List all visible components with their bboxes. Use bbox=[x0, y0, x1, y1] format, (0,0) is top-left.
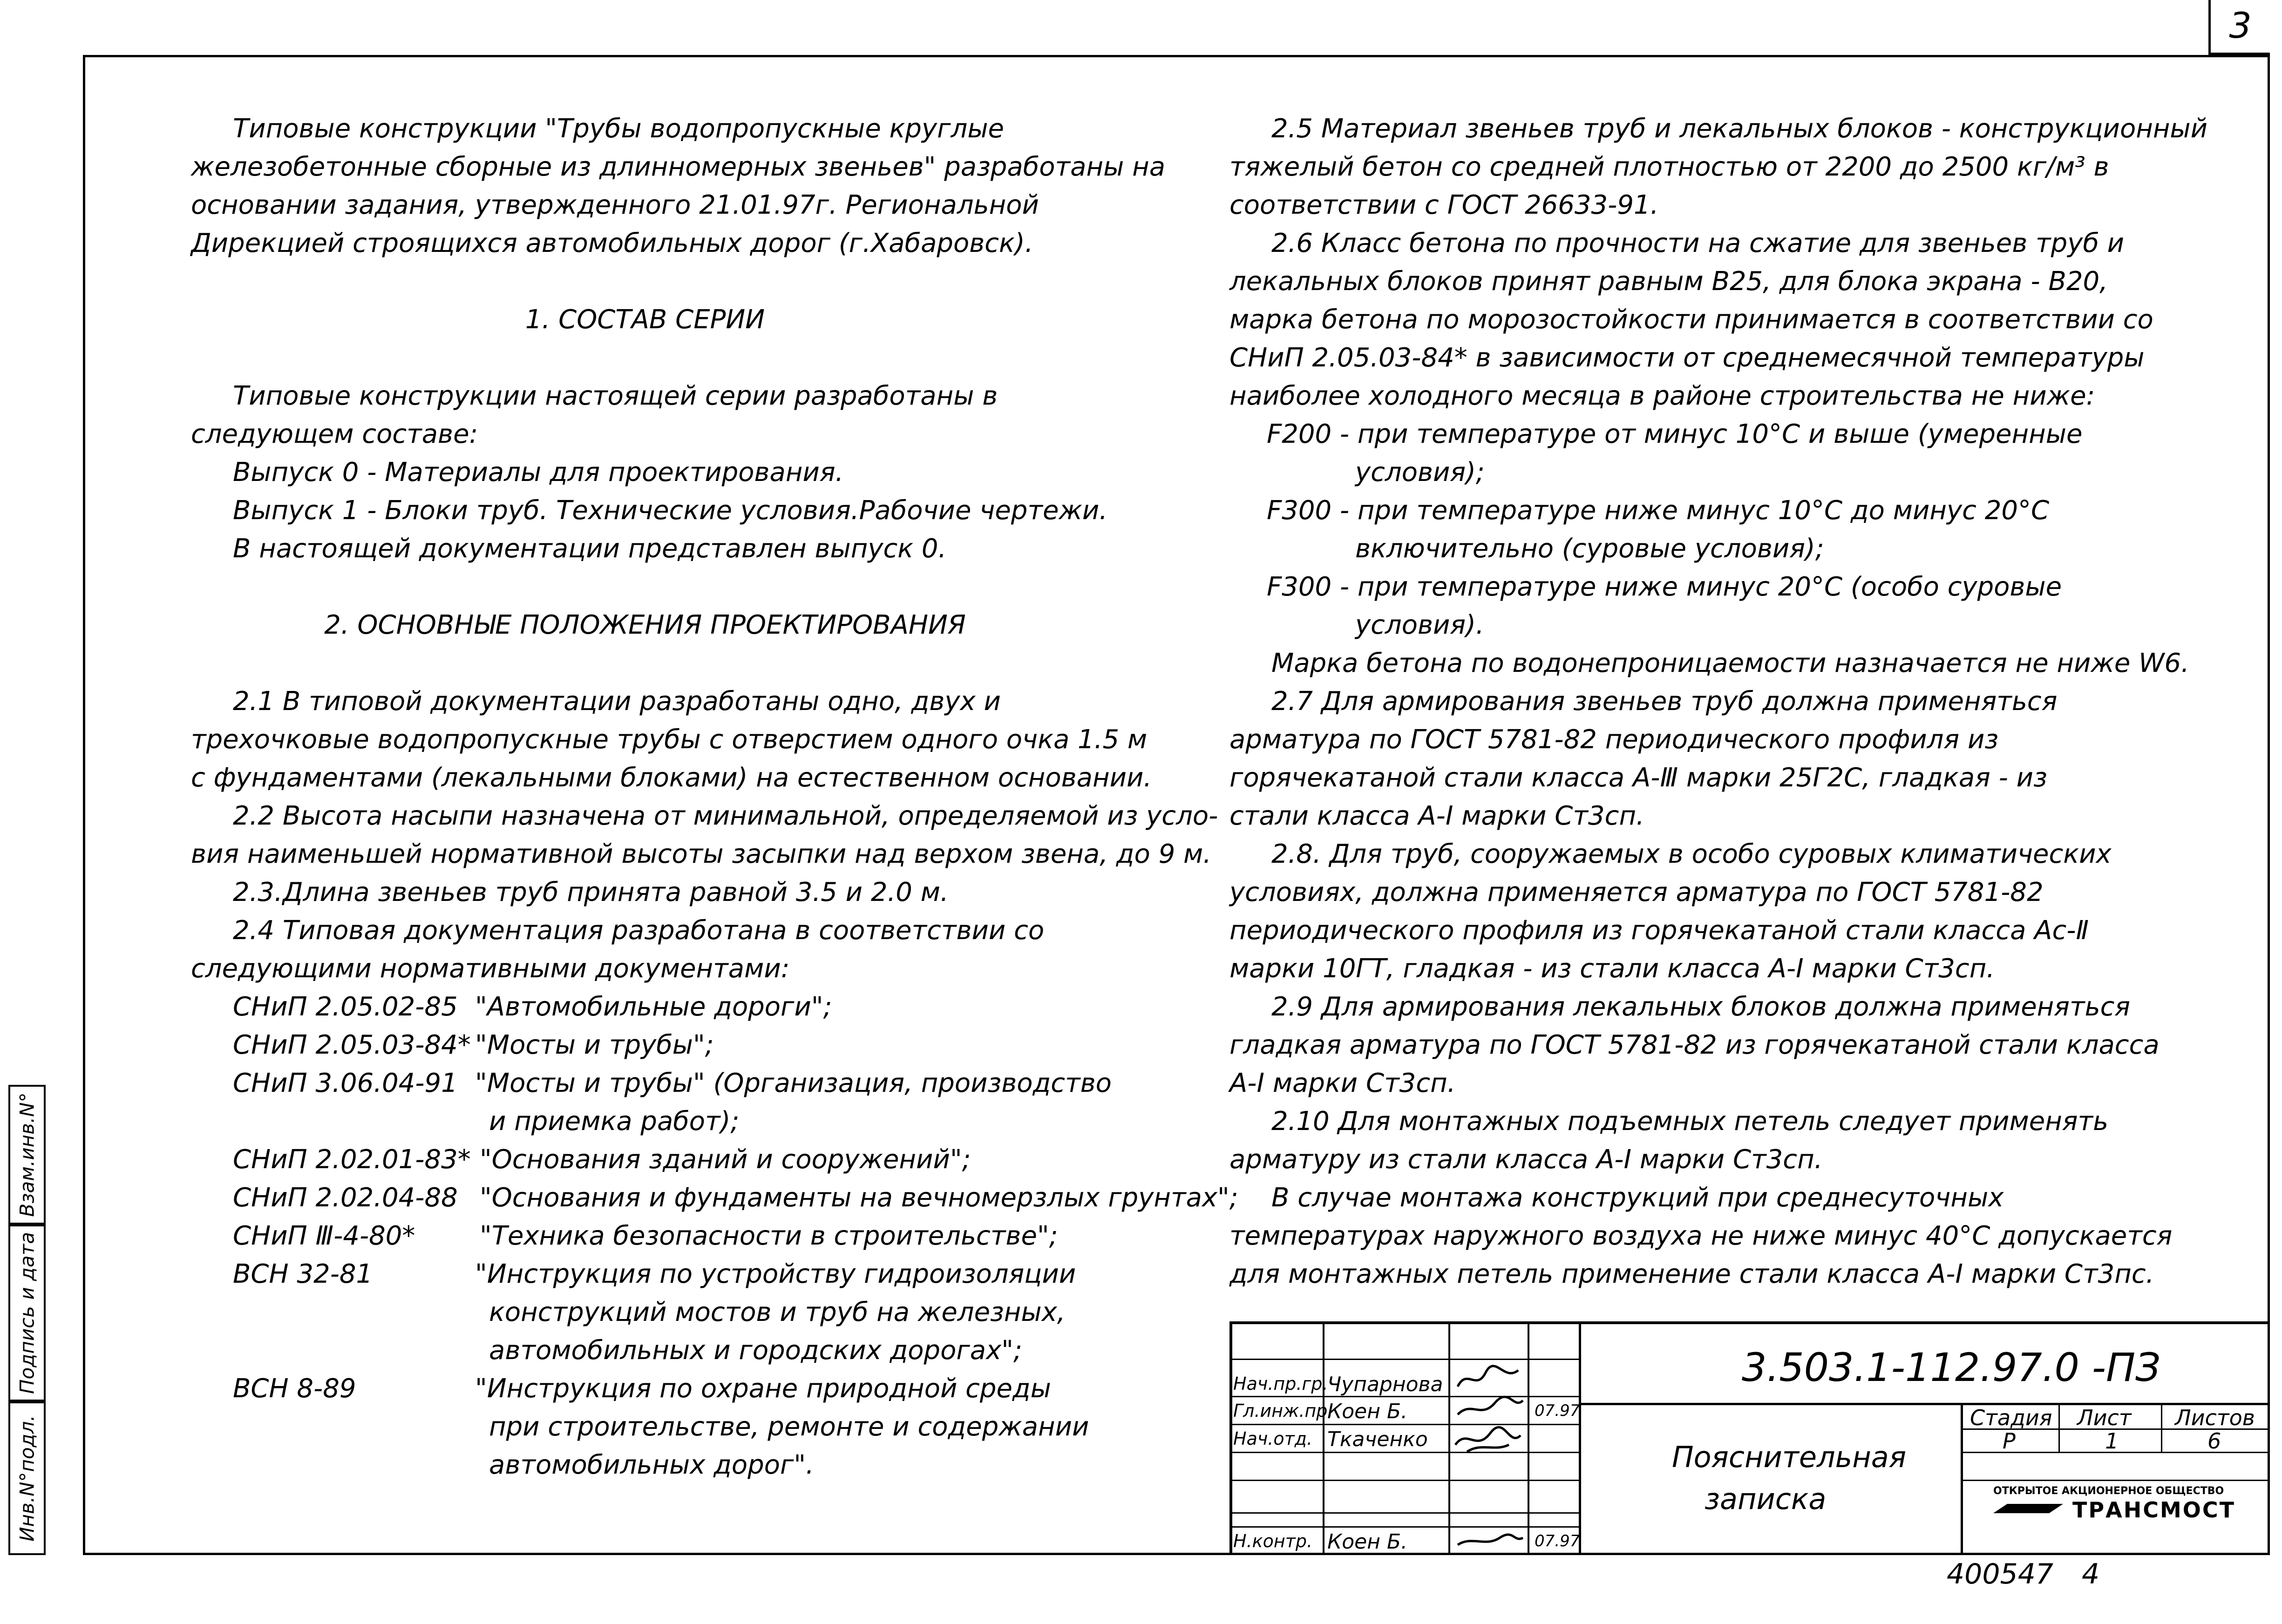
footer-suffix: 4 bbox=[2082, 1558, 2100, 1590]
role-name: Коен Б. bbox=[1327, 1530, 1408, 1554]
norm-row bbox=[191, 1293, 1216, 1332]
title-block bbox=[1229, 1321, 2270, 1555]
role-name: Чупарнова bbox=[1327, 1373, 1443, 1396]
section-1-line: В настоящей документации представлен выпуск 0. bbox=[233, 534, 947, 564]
norm-title: и приемка работ); bbox=[489, 1106, 740, 1137]
section-1-line: следующем составе: bbox=[191, 419, 478, 449]
right-line: 2.7 Для армирования звеньев труб должна применяться bbox=[1271, 686, 2058, 717]
norm-title: "Автомобильные дороги"; bbox=[475, 992, 832, 1022]
right-line: включительно (суровые условия); bbox=[1355, 534, 1824, 564]
company-name: ТРАНСМОСТ bbox=[2072, 1497, 2235, 1522]
role-name: Коен Б. bbox=[1327, 1400, 1408, 1423]
right-line: F300 - при температуре ниже минус 20°С (особо суровые bbox=[1267, 572, 2062, 602]
right-line: условиях, должна применяется арматура по ГОСТ 5781-82 bbox=[1229, 877, 2044, 907]
right-line: горячекатаной стали класса А-Ⅲ марки 25Г2С, гладкая - из bbox=[1229, 763, 2047, 793]
left-column bbox=[191, 110, 1238, 1484]
podpis-label: Подпись и дата bbox=[15, 1232, 39, 1394]
signatures bbox=[1448, 1359, 1528, 1554]
vzam-inv-label: Взам.инв.N° bbox=[15, 1092, 39, 1217]
section-1-line: Выпуск 1 - Блоки труб. Технические условия.Рабочие чертежи. bbox=[233, 495, 1108, 526]
norm-code: СНиП 2.02.04-88 bbox=[233, 1183, 458, 1213]
sheets-value: 6 bbox=[2207, 1428, 2221, 1454]
section-2-line: с фундаментами (лекальными блоками) на естественном основании. bbox=[191, 763, 1152, 793]
norm-row bbox=[191, 1026, 1216, 1064]
norm-code: СНиП Ⅲ-4-80* bbox=[233, 1221, 415, 1251]
sheet-number: 3 bbox=[2208, 0, 2270, 55]
right-line: 2.8. Для труб, сооружаемых в особо суровых климатических bbox=[1271, 839, 2112, 869]
section-2-line: 2.1 В типовой документации разработаны одно, двух и bbox=[233, 686, 1001, 717]
norm-row bbox=[191, 1103, 1216, 1141]
norm-title: автомобильных и городских дорогах"; bbox=[489, 1335, 1022, 1366]
company-logo-icon bbox=[1993, 1504, 2063, 1513]
norm-code: СНиП 2.02.01-83* bbox=[233, 1144, 471, 1175]
section-1-line: Типовые конструкции настоящей серии разработаны в bbox=[233, 381, 998, 411]
right-line: 2.9 Для армирования лекальных блоков должна применяться bbox=[1271, 992, 2131, 1022]
right-line: наиболее холодного месяца в районе строительства не ниже: bbox=[1229, 381, 2095, 411]
inv-podl-label: Инв.N°подл. bbox=[15, 1415, 39, 1542]
right-column bbox=[1229, 110, 2254, 1293]
right-line: В случае монтажа конструкций при среднесуточных bbox=[1271, 1183, 2004, 1213]
footer-number: 400547 bbox=[1947, 1558, 2054, 1590]
right-line: условия); bbox=[1355, 457, 1485, 487]
norm-row bbox=[191, 1332, 1216, 1370]
right-line: температурах наружного воздуха не ниже минус 40°С допускается bbox=[1229, 1221, 2173, 1251]
role-date: 07.97 bbox=[1535, 1401, 1580, 1420]
intro-line: Дирекцией строящихся автомобильных дорог (г.Хабаровск). bbox=[191, 228, 1033, 258]
doc-code: 3.503.1-112.97.0 -ПЗ bbox=[1742, 1345, 2161, 1390]
section-2-line: 2.3.Длина звеньев труб принята равной 3.5 и 2.0 м. bbox=[233, 877, 949, 907]
section-1-line: Выпуск 0 - Материалы для проектирования. bbox=[233, 457, 844, 487]
right-line: для монтажных петель применение стали класса А-Ⅰ марки Ст3пс. bbox=[1229, 1259, 2154, 1289]
norm-row bbox=[191, 988, 1216, 1026]
right-line: F200 - при температуре от минус 10°С и выше (умеренные bbox=[1267, 419, 2083, 449]
sheet-value: 1 bbox=[2105, 1428, 2119, 1454]
vzam-inv-cell bbox=[8, 1085, 46, 1225]
norms-list bbox=[191, 988, 1238, 1484]
right-line: арматура по ГОСТ 5781-82 периодического профиля из bbox=[1229, 724, 1999, 755]
right-line: 2.5 Материал звеньев труб и лекальных блоков - конструкционный bbox=[1271, 114, 2208, 144]
norm-code: СНиП 3.06.04-91 bbox=[233, 1068, 458, 1098]
section-2-line: трехочковые водопропускные трубы с отверстием одного очка 1.5 м bbox=[191, 724, 1148, 755]
norm-title: "Мосты и трубы"; bbox=[475, 1030, 714, 1060]
norm-title: "Основания зданий и сооружений"; bbox=[480, 1144, 971, 1175]
inv-podl-cell bbox=[8, 1401, 46, 1555]
norm-code: СНиП 2.05.02-85 bbox=[233, 992, 458, 1022]
role-name: Ткаченко bbox=[1327, 1428, 1428, 1451]
right-line: 2.10 Для монтажных подъемных петель следует применять bbox=[1271, 1106, 2109, 1137]
right-line: Марка бетона по водонепроницаемости назначается не ниже W6. bbox=[1271, 648, 2189, 678]
sheets-label: Листов bbox=[2175, 1405, 2255, 1430]
norm-title: конструкций мостов и труб на железных, bbox=[489, 1297, 1066, 1327]
norm-row bbox=[191, 1064, 1216, 1103]
section-2-title: 2. ОСНОВНЫЕ ПОЛОЖЕНИЯ ПРОЕКТИРОВАНИЯ bbox=[324, 610, 966, 640]
stage-label: Стадия bbox=[1970, 1405, 2052, 1430]
role-label: Нач.пр.гр. bbox=[1233, 1374, 1328, 1394]
norm-row bbox=[191, 1217, 1216, 1255]
right-line: стали класса А-Ⅰ марки Ст3сп. bbox=[1229, 801, 1644, 831]
section-2-line: следующими нормативными документами: bbox=[191, 954, 790, 984]
role-date: 07.97 bbox=[1535, 1532, 1580, 1550]
stage-value: Р bbox=[2003, 1428, 2016, 1454]
norm-title: "Мосты и трубы" (Организация, производство bbox=[475, 1068, 1112, 1098]
section-1-title: 1. СОСТАВ СЕРИИ bbox=[525, 304, 765, 335]
norm-row bbox=[191, 1446, 1216, 1484]
sidebar-stamp bbox=[0, 1071, 47, 1557]
right-line: лекальных блоков принят равным В25, для блока экрана - В20, bbox=[1229, 266, 2108, 297]
right-line: марки 10ГТ, гладкая - из стали класса А-Ⅰ марки Ст3сп. bbox=[1229, 954, 1995, 984]
norm-row bbox=[191, 1408, 1216, 1446]
intro-line: железобетонные сборные из длинномерных звеньев" разработаны на bbox=[191, 152, 1166, 182]
norm-title: автомобильных дорог". bbox=[489, 1450, 814, 1480]
right-line: арматуру из стали класса А-Ⅰ марки Ст3сп. bbox=[1229, 1144, 1823, 1175]
doc-title-2: записка bbox=[1705, 1482, 1827, 1516]
norm-title: при строительстве, ремонте и содержании bbox=[489, 1412, 1089, 1442]
section-2-line: вия наименьшей нормативной высоты засыпки над верхом звена, до 9 м. bbox=[191, 839, 1212, 869]
role-label: Н.контр. bbox=[1233, 1531, 1313, 1551]
section-2-line: 2.2 Высота насыпи назначена от минимальной, определяемой из усло- bbox=[233, 801, 1218, 831]
role-label: Гл.инж.пр. bbox=[1233, 1401, 1333, 1421]
section-2-line: 2.4 Типовая документация разработана в соответствии со bbox=[233, 915, 1045, 946]
norm-title: "Техника безопасности в строительстве"; bbox=[480, 1221, 1058, 1251]
norm-row bbox=[191, 1370, 1216, 1408]
norm-title: "Основания и фундаменты на вечномерзлых грунтах"; bbox=[480, 1183, 1238, 1213]
right-line: марка бетона по морозостойкости принимается в соответствии со bbox=[1229, 304, 2153, 335]
norm-code: СНиП 2.05.03-84* bbox=[233, 1030, 471, 1060]
doc-title-1: Пояснительная bbox=[1672, 1440, 1907, 1474]
right-line: тяжелый бетон со средней плотностью от 2200 до 2500 кг/м³ в bbox=[1229, 152, 2109, 182]
norm-title: "Инструкция по охране природной среды bbox=[475, 1374, 1051, 1404]
role-label: Нач.отд. bbox=[1233, 1428, 1313, 1449]
norm-row bbox=[191, 1141, 1216, 1179]
right-line: гладкая арматура по ГОСТ 5781-82 из горячекатаной стали класса bbox=[1229, 1030, 2160, 1060]
right-line: соответствии с ГОСТ 26633-91. bbox=[1229, 190, 1659, 220]
right-line: F300 - при температуре ниже минус 10°С до минус 20°С bbox=[1267, 495, 2050, 526]
norm-title: "Инструкция по устройству гидроизоляции bbox=[475, 1259, 1076, 1289]
sheet-label: Лист bbox=[2077, 1405, 2132, 1430]
podpis-cell bbox=[8, 1225, 46, 1401]
right-line: условия). bbox=[1355, 610, 1484, 640]
right-line: СНиП 2.05.03-84* в зависимости от среднемесячной температуры bbox=[1229, 343, 2145, 373]
company-small: ОТКРЫТОЕ АКЦИОНЕРНОЕ ОБЩЕСТВО bbox=[1993, 1485, 2224, 1497]
norm-code: ВСН 8-89 bbox=[233, 1374, 356, 1404]
intro-line: Типовые конструкции "Трубы водопропускные круглые bbox=[233, 114, 1004, 144]
right-line: А-Ⅰ марки Ст3сп. bbox=[1229, 1068, 1456, 1098]
norm-row bbox=[191, 1179, 1238, 1217]
intro-line: основании задания, утвержденного 21.01.97г. Региональной bbox=[191, 190, 1039, 220]
right-line: периодического профиля из горячекатаной стали класса Ас-Ⅱ bbox=[1229, 915, 2089, 946]
norm-row bbox=[191, 1255, 1216, 1293]
norm-code: ВСН 32-81 bbox=[233, 1259, 373, 1289]
right-line: 2.6 Класс бетона по прочности на сжатие для звеньев труб и bbox=[1271, 228, 2125, 258]
